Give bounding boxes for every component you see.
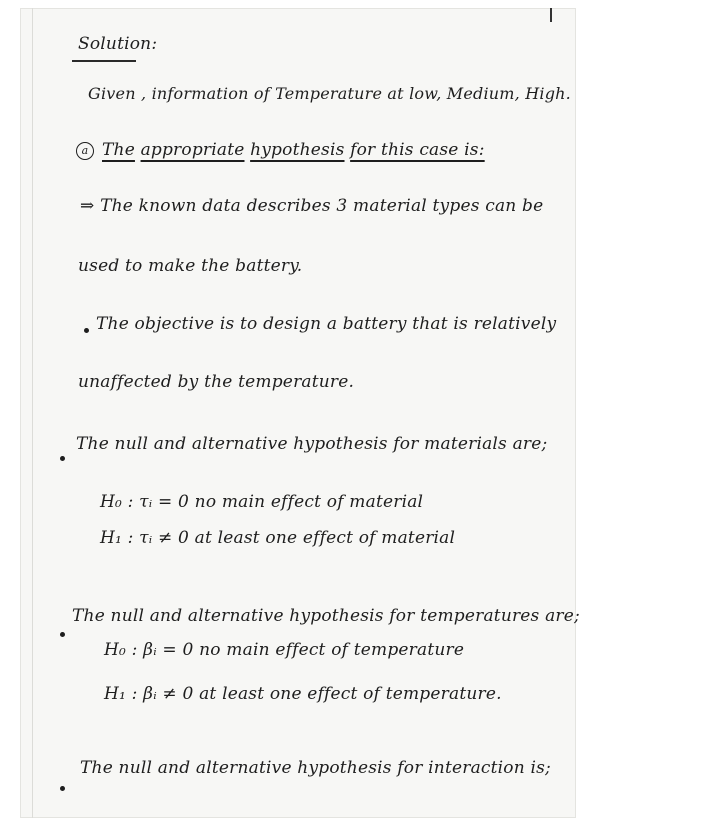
known-data-line-1 [80,196,543,216]
objective-line-1: The objective is to design a battery that is relatively [96,314,557,334]
solution-heading: Solution: [78,34,158,54]
temperature-hypothesis-intro: The null and alternative hypothesis for temperatures are; [72,606,580,626]
objective-line-2: unaffected by the temperature. [78,372,355,392]
given-line: Given , information of Temperature at low, Medium, High. [88,84,571,103]
material-h1: H₁ : τᵢ ≠ 0 at least one effect of material [100,528,456,548]
material-hypothesis-intro: The null and alternative hypothesis for materials are; [76,434,548,454]
temperature-h0: H₀ : βᵢ = 0 no main effect of temperature [104,640,465,660]
part-a-word-3: for this case is: [350,140,485,160]
bullet [84,328,89,333]
temperature-h1: H₁ : βᵢ ≠ 0 at least one effect of temperature. [104,684,502,704]
interaction-hypothesis-intro: The null and alternative hypothesis for interaction is; [80,758,551,778]
bullet [60,456,65,461]
arrow-icon: ⇒ [80,196,95,216]
bullet [60,632,65,637]
part-a-word-1: appropriate [140,140,245,160]
material-h0: H₀ : τᵢ = 0 no main effect of material [100,492,424,512]
bullet [60,786,65,791]
part-a-prefix: The [102,140,135,160]
known-data-text: The known data describes 3 material types can be [100,196,544,216]
page-edge-mark [550,8,552,22]
heading-underline [72,60,136,62]
known-data-line-2: used to make the battery. [78,256,303,276]
part-a-heading [76,140,485,160]
part-a-marker: a [76,142,94,160]
part-a-word-2: hypothesis [250,140,345,160]
